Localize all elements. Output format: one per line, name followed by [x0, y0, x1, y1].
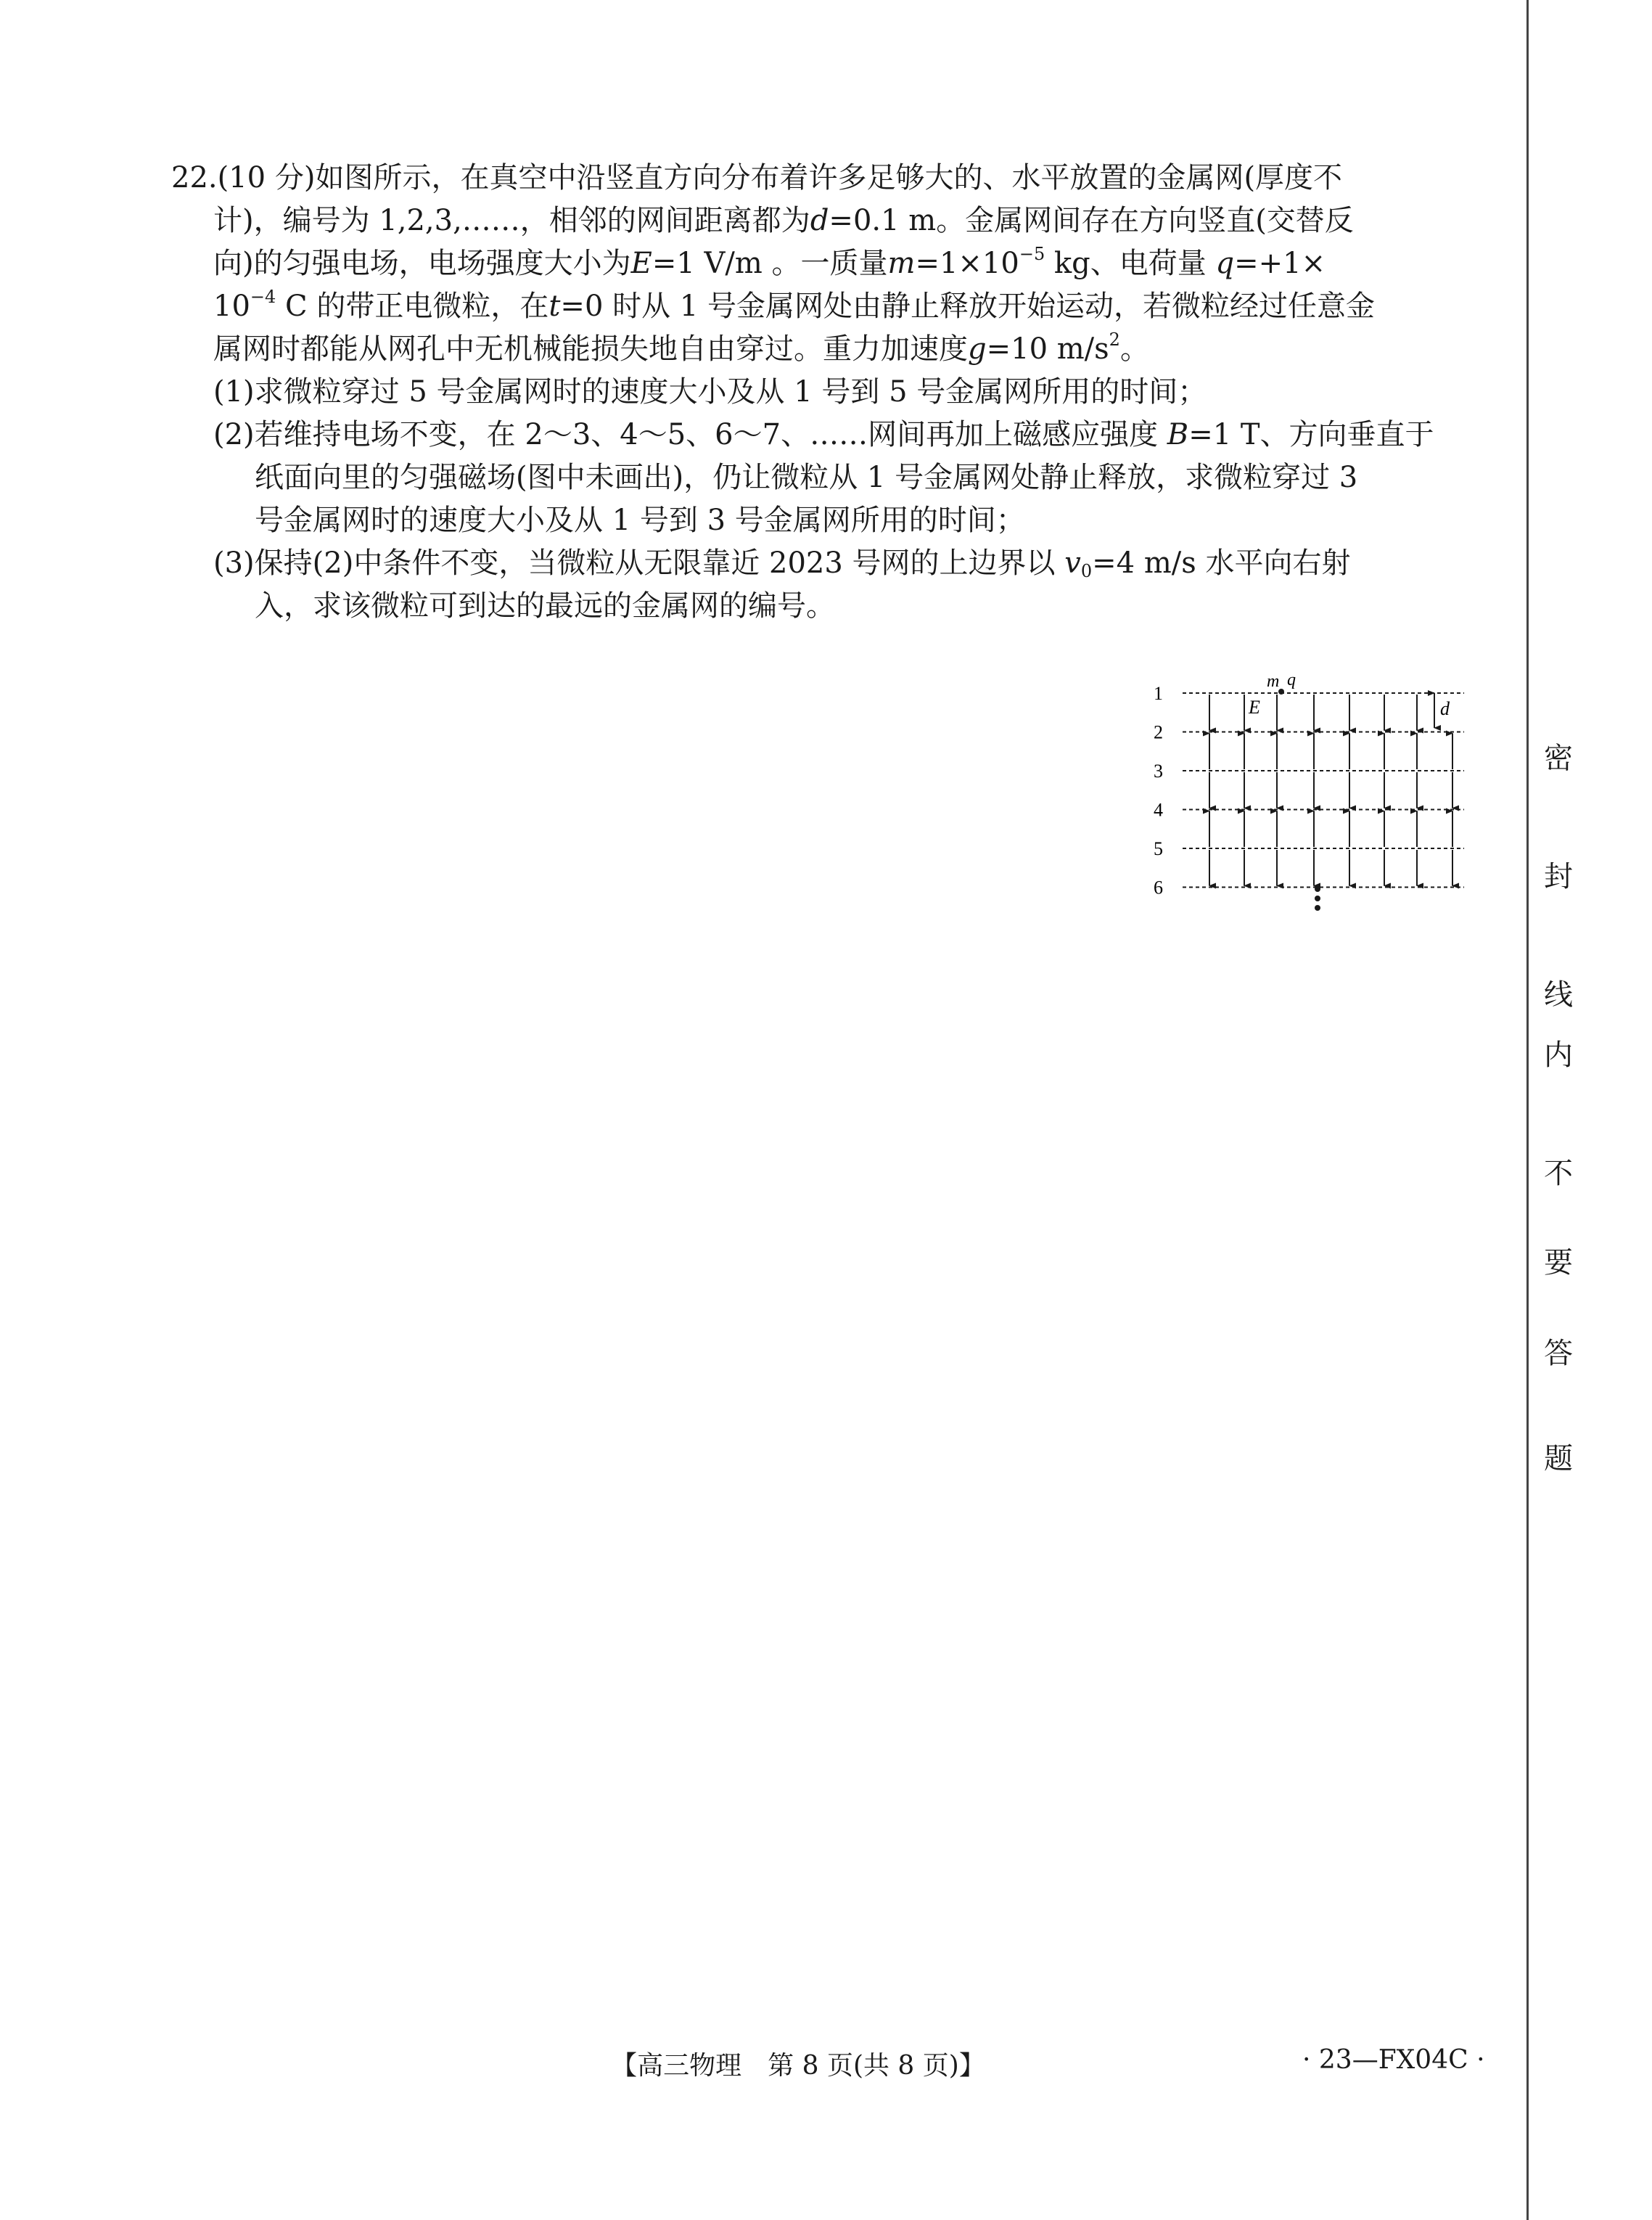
net-number-label: 5 [1154, 838, 1163, 859]
part-2-line-1 [171, 414, 1470, 456]
ellipsis-dot [1315, 896, 1320, 901]
q-exponent: −4 [250, 287, 276, 307]
particle-dot [1278, 689, 1284, 695]
stem-line-2 [171, 200, 1470, 242]
t-value: =0 时从 1 号金属网处由静止释放开始运动，若微粒经过任意金 [560, 290, 1375, 323]
symbol-m: m [887, 247, 916, 280]
symbol-t: t [548, 290, 561, 323]
net-lines [1183, 693, 1464, 888]
label-m: m [1267, 672, 1280, 691]
g-exponent: 2 [1109, 329, 1120, 350]
part-3-text: =4 m/s 水平向右射 [1092, 546, 1351, 580]
part-2-text: (2)若维持电场不变，在 2～3、4～5、6～7、……网间再加上磁感应强度 [213, 418, 1167, 451]
part-3-line-2 [171, 585, 1470, 628]
part-3-text: 入，求该微粒可到达的最远的金属网的编号。 [255, 589, 835, 623]
seal-char: 内 [1544, 1039, 1573, 1072]
part-3-line-1 [171, 542, 1470, 585]
net-number-label: 3 [1154, 761, 1163, 782]
symbol-v: v [1064, 546, 1081, 580]
seal-char: 题 [1544, 1442, 1573, 1475]
label-E: E [1249, 697, 1260, 718]
label-d: d [1440, 698, 1450, 719]
symbol-q: q [1215, 247, 1235, 280]
symbol-v-sub: 0 [1080, 561, 1093, 581]
q-mantissa: 10 [213, 290, 250, 323]
stem-end: 。 [1119, 332, 1149, 366]
stem-line-1 [171, 157, 1470, 200]
seal-line-rule [1526, 0, 1529, 2220]
metal-net-figure [1145, 664, 1486, 925]
seal-char: 要 [1544, 1246, 1573, 1279]
part-1-text: (1)求微粒穿过 5 号金属网时的速度大小及从 1 号到 5 号金属网所用的时间； [213, 375, 1207, 409]
paper-code: · 23—FX04C · [1302, 2045, 1485, 2075]
net-diagram [1145, 664, 1486, 925]
seal-char: 密 [1544, 742, 1573, 775]
stem-text: C 的带正电微粒，在 [285, 290, 549, 323]
q-value: =+1× [1234, 247, 1326, 280]
symbol-g: g [968, 332, 987, 366]
net-number-label: 2 [1154, 721, 1163, 743]
ellipsis-dot [1315, 886, 1320, 892]
stem-text: 属网时都能从网孔中无机械能损失地自由穿过。重力加速度 [213, 332, 968, 366]
seal-char: 不 [1544, 1157, 1573, 1190]
part-2-text: =1 T、方向垂直于 [1188, 418, 1434, 451]
q-prefix: kg、电荷量 [1045, 247, 1216, 280]
page-footer: 【高三物理 第 8 页(共 8 页)】 [611, 2051, 985, 2081]
stem-text: 计)，编号为 1,2,3,……，相邻的网间距离都为 [213, 204, 810, 237]
ellipsis-dot [1315, 905, 1320, 911]
net-number-label: 6 [1154, 877, 1163, 898]
m-exponent: −5 [1019, 244, 1045, 264]
part-2-text: 号金属网时的速度大小及从 1 号到 3 号金属网所用的时间； [255, 504, 1025, 537]
question-score: (10 分) [217, 161, 316, 194]
part-1 [171, 371, 1470, 414]
net-number-label: 4 [1154, 799, 1163, 821]
part-2-line-3 [171, 499, 1470, 542]
symbol-d: d [810, 204, 829, 237]
part-3-text: (3)保持(2)中条件不变，当微粒从无限靠近 2023 号网的上边界以 [213, 546, 1065, 580]
stem-text: 如图所示，在真空中沿竖直方向分布着许多足够大的、水平放置的金属网(厚度不 [315, 161, 1343, 194]
seal-char: 答 [1544, 1337, 1573, 1370]
symbol-E: E [630, 247, 652, 280]
question-number: 22. [171, 161, 218, 194]
stem-line-4 [171, 285, 1470, 328]
part-2-line-2 [171, 456, 1470, 499]
seal-char: 封 [1544, 860, 1573, 893]
seal-char: 线 [1544, 978, 1573, 1012]
E-value: =1 V/m 。一质量 [652, 247, 888, 280]
m-value: =1×10 [915, 247, 1019, 280]
d-value: =0.1 m。金属网间存在方向竖直(交替反 [829, 204, 1354, 237]
part-2-text: 纸面向里的匀强磁场(图中未画出)，仍让微粒从 1 号金属网处静止释放，求微粒穿过 3 [255, 461, 1358, 494]
label-q: q [1287, 671, 1296, 689]
stem-text: 向)的匀强电场，电场强度大小为 [213, 247, 631, 280]
field-arrows [1209, 695, 1452, 886]
stem-line-5 [171, 328, 1470, 371]
net-number-label: 1 [1154, 683, 1163, 704]
net-number-labels [1154, 683, 1163, 898]
question-22 [171, 157, 1470, 628]
stem-line-3 [171, 242, 1470, 285]
g-value: =10 m/s [986, 332, 1109, 366]
symbol-B: B [1167, 418, 1189, 451]
